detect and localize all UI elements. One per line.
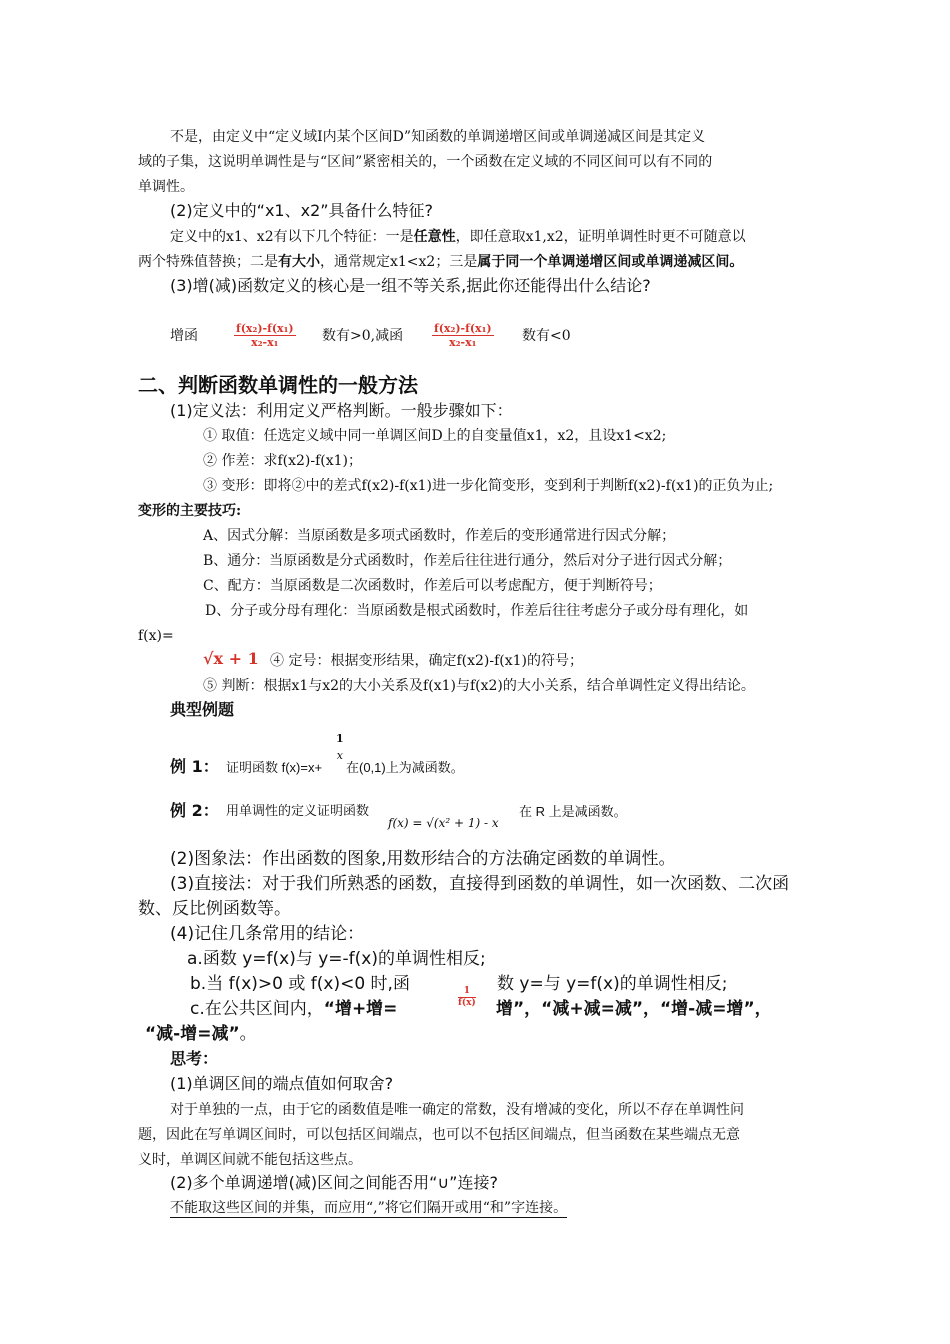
method-3-line1: (3)直接法：对于我们所熟悉的函数，直接得到函数的单调性，如一次函数、二次函 (170, 874, 790, 894)
bold-term: 有大小 (278, 254, 320, 270)
skill-d: D、分子或分母有理化：当原函数是根式函数时，作差后往往考虑分子或分母有理化，如 (205, 603, 749, 619)
increase-label: 增函 (170, 328, 198, 344)
numerator: f(x₂)-f(x₁) (434, 322, 492, 335)
text: ，即任意取x1,x2，证明单调性时更不可随意以 (455, 229, 746, 245)
example-2-label: 例 2： (170, 801, 219, 820)
example-2-formula: f(x) = √(x² + 1) - x (388, 816, 499, 830)
method-3-line2: 数、反比例函数等。 (138, 899, 291, 919)
method-2: (2)图象法：作出函数的图象,用数形结合的方法确定函数的单调性。 (170, 849, 676, 869)
example-1-fraction (336, 732, 344, 762)
example-2-text: 用单调性的定义证明函数 (226, 804, 370, 819)
text: 两个特殊值替换；二是 (138, 254, 278, 270)
denominator: x (336, 749, 343, 762)
bold-rule: “增+增= (323, 999, 398, 1019)
numerator: 1 (458, 986, 476, 998)
step-5: ⑤ 判断：根据x1与x2的大小关系及f(x1)与f(x2)的大小关系，结合单调性定义得出结论。 (203, 678, 755, 694)
think-answer-1-line1: 对于单独的一点，由于它的函数值是唯一确定的常数，没有增减的变化，所以不存在单调性问 (170, 1102, 744, 1118)
text: ，通常规定x1<x2；三是 (320, 254, 478, 270)
step-1: ① 取值：任选定义域中同一单调区间D上的自变量值x1，x2，且设x1<x2; (203, 428, 667, 444)
think-answer-1-line3: 义时，单调区间就不能包括这些点。 (138, 1152, 362, 1168)
think-answer-1-line2: 题，因此在写单调区间时，可以包括区间端点，也可以不包括区间端点，但当函数在某些端点无意 (138, 1127, 740, 1143)
conclusion-c (190, 998, 397, 1020)
conclusion-b-part1: b.当 f(x)>0 或 f(x)<0 时,函 (190, 974, 410, 994)
text: 证明函数 f(x)=x+ (226, 760, 323, 775)
think-answer-2 (170, 1198, 567, 1218)
answer-2-line1 (170, 227, 746, 247)
paragraph-line: 域的子集，这说明单调性是与“区间”紧密相关的，一个函数在定义域的不同区间可以有不同的 (138, 154, 713, 170)
denominator: x₂-x₁ (449, 336, 477, 349)
think-question-2: (2)多个单调递增(减)区间之间能否用“∪”连接? (170, 1173, 498, 1192)
section-title: 二、判断函数单调性的一般方法 (138, 373, 418, 397)
conclusion-b-part2: 数 y=与 y=f(x)的单调性相反; (497, 974, 728, 994)
skill-c: C、配方：当原函数是二次函数时，作差后可以考虑配方，便于判断符号； (203, 578, 662, 594)
denominator: f(x) (458, 998, 476, 1008)
difference-quotient-2 (432, 322, 494, 349)
question-2: (2)定义中的“x1、x2”具备什么特征? (170, 201, 434, 220)
paragraph-line: 不是，由定义中“定义域I内某个区间D”知函数的单调递增区间或单调递减区间是其定义 (170, 129, 706, 145)
bold-rule: “减-增=减” (145, 1024, 240, 1044)
example-2-tail: 在 R 上是减函数。 (519, 804, 627, 819)
example-1-tail: 在(0,1)上为减函数。 (346, 760, 464, 775)
conclusion-a: a.函数 y=f(x)与 y=-f(x)的单调性相反; (187, 949, 486, 969)
text: c.在公共区间内， (190, 999, 324, 1019)
question-3: (3)增(减)函数定义的核心是一组不等关系,据此你还能得出什么结论? (170, 276, 651, 295)
underlined-answer: 不能取这些区间的并集，而应用“,”将它们隔开或用“和”字连接。 (170, 1200, 568, 1216)
examples-title: 典型例题 (170, 700, 235, 719)
reciprocal-fraction (458, 986, 476, 1009)
bold-term: 属于同一个单调递增区间或单调递减区间。 (477, 254, 744, 270)
numerator: f(x₂)-f(x₁) (236, 322, 294, 335)
text: 定义中的x1、x2有以下几个特征：一是 (170, 229, 414, 245)
bold-term: 任意性 (413, 229, 456, 245)
example-1-label: 例 1： (170, 757, 219, 776)
step-4: ④ 定号：根据变形结果，确定f(x2)-f(x1)的符号； (270, 653, 583, 669)
difference-quotient-1 (234, 322, 296, 349)
step-2: ② 作差：求f(x2)-f(x1)； (203, 453, 362, 469)
step-3: ③ 变形：即将②中的差式f(x2)-f(x1)进一步化简变形，变到利于判断f(x2)-f(x1)的正负为止; (203, 478, 774, 494)
conclusion-c-rules: 增”，“减+减=减”，“增-减=增”， (496, 999, 772, 1019)
numerator: 1 (336, 732, 344, 745)
fx-label: f(x)= (138, 628, 174, 644)
mid-text: 数有>0,减函 (322, 328, 404, 344)
text: 。 (239, 1024, 257, 1044)
end-text: 数有<0 (522, 328, 571, 344)
skills-title: 变形的主要技巧: (138, 503, 242, 519)
method-1: (1)定义法：利用定义严格判断。一般步骤如下： (170, 401, 513, 420)
conclusion-c-last (145, 1023, 257, 1045)
paragraph-line: 单调性。 (138, 179, 194, 195)
skill-a: A、因式分解：当原函数是多项式函数时，作差后的变形通常进行因式分解； (203, 528, 676, 544)
sqrt-expression: √x + 1 (203, 649, 259, 668)
think-title: 思考： (170, 1049, 219, 1068)
think-question-1: (1)单调区间的端点值如何取舍? (170, 1074, 394, 1093)
example-1-text (226, 759, 322, 777)
skill-b: B、通分：当原函数是分式函数时，作差后往往进行通分，然后对分子进行因式分解； (203, 553, 732, 569)
answer-2-line2 (138, 252, 743, 272)
method-4: (4)记住几条常用的结论： (170, 924, 365, 944)
denominator: x₂-x₁ (251, 336, 279, 349)
